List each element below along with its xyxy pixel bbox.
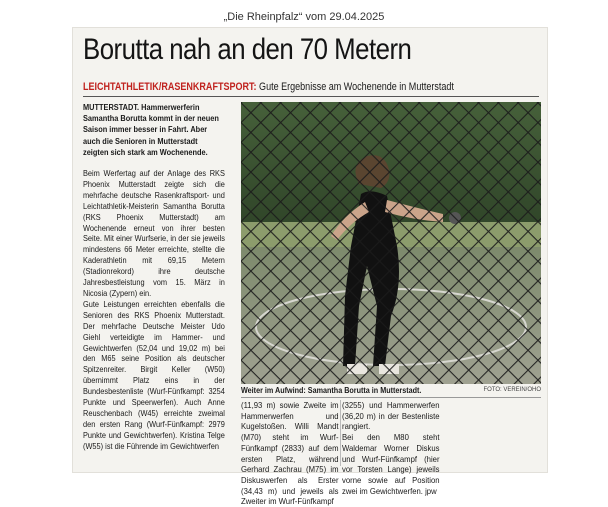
newspaper-clipping — [73, 28, 547, 507]
dateline: MUTTERSTADT. — [83, 102, 140, 112]
body-column-bottom-1 — [241, 400, 339, 507]
body-column-left — [83, 168, 225, 452]
body-paragraph: Bei den M80 steht Waldemar Worner Diskus und Wurf-Fünfkampf (hier vor Torsten Lange) jeweils vorne sowie auf Position zwei im Gewichtwerfen. jpw — [342, 432, 440, 496]
lead-paragraph — [83, 102, 225, 158]
subheadline — [83, 80, 542, 94]
subheadline-text: Gute Ergebnisse am Wochenende in Mutterstadt — [259, 81, 454, 93]
photo-caption — [241, 384, 541, 398]
body-column-bottom-2 — [342, 400, 440, 496]
body-paragraph: Gute Leistungen erreichten ebenfalls die Senioren des RKS Phoenix Mutterstadt. Der mehrfache Deutsche Meister Udo Giehl verteidigte im Hammer- und Gewichtwerfen (52,04 und 19,02 m) bei den M65 seine Position als deutscher Spitzenreiter. Birgit Keller (W50) übernimmt Platz eins in der Bundesbestenliste (Wurf-Fünfkampf: 3254 Punkte und Speerwerfen). Auch Anne Reuschenbach (W45) erreichte zweimal den ersten Rang (Wurf-Fünfkampf: 2979 Punkte und Gewichtwerfen). Kristina Telge (W55) ist die Führende im Gewichtwerfen — [83, 298, 225, 451]
kicker: LEICHTATHLETIK/RASENKRAFTSPORT: — [83, 81, 257, 93]
hammer-thrower-photo — [241, 102, 541, 384]
divider — [83, 96, 539, 97]
body-paragraph: (11,93 m) sowie Zweite im Hammerwerfen und Kugelstoßen. Willi Mandt (M70) steht im Wurf-Fünfkampf (2833) auf dem ersten Platz, während Gerhard Zachrau (M75) im Diskuswerfen als Erster (34,43 m) und jeweils als Zweiter im Wurf-Fünfkampf — [241, 400, 339, 507]
caption-text: Weiter im Aufwind: Samantha Borutta in Mutterstadt. — [241, 386, 422, 395]
lead-text: Hammerwerferin Samantha Borutta kommt in der neuen Saison immer besser in Fahrt. Aber auch die Senioren in Mutterstadt zeigten sich stark am Wochenende. — [83, 102, 219, 157]
column-divider — [340, 400, 341, 466]
source-line: „Die Rheinpfalz“ vom 29.04.2025 — [223, 11, 385, 23]
headline: Borutta nah an den 70 Metern — [83, 33, 412, 66]
article-photo — [241, 102, 541, 384]
body-paragraph: (3255) und Hammerwerfen (36,20 m) in der Bestenliste rangiert. — [342, 400, 440, 432]
body-paragraph: Beim Werfertag auf der Anlage des RKS Phoenix Mutterstadt zeigte sich die mehrfache deutsche Rasenkraftsport- und Leichtathletik-Meisterin Samantha Borutta (RKS Phoenix Mutterstadt) am Wochenende erneut von ihrer besten Seite. Mit einer Wurfserie, in der sie jeweils mindestens 66 Meter erreichte, stellte die Kaderathletin mit 69,15 Metern (Stadionrekord) ihre deutsche Jahresbestleistung vom 15. März in Nicosia (Zypern) ein. — [83, 168, 225, 298]
photo-credit: FOTO: VEREIN/OHO — [483, 387, 541, 393]
